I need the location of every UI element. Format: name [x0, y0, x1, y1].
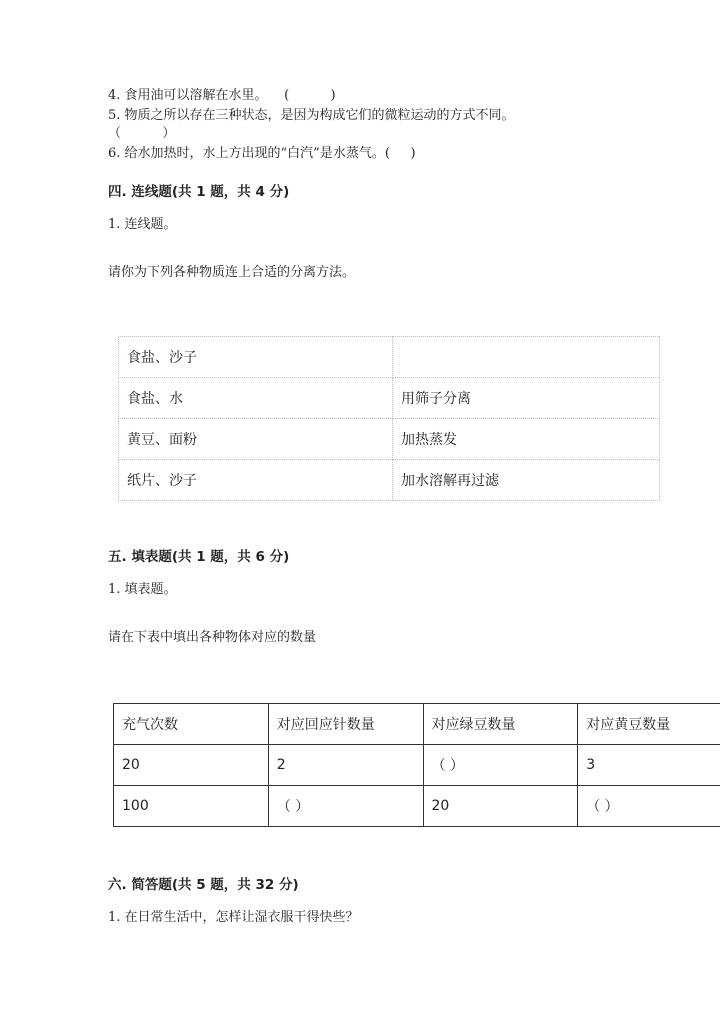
table-cell: 纸片、沙子: [119, 460, 393, 501]
table-cell: 黄豆、面粉: [119, 419, 393, 460]
table-cell: 加水溶解再过滤: [393, 460, 660, 501]
question-4: 4. 食用油可以溶解在水里。 ( ): [108, 88, 336, 103]
question-6: 6. 给水加热时，水上方出现的“白汽”是水蒸气。( ): [108, 146, 416, 161]
table-row: [119, 419, 660, 460]
table-header-cell: 充气次数: [114, 704, 269, 745]
section-6-heading: 六. 简答题(共 5 题，共 32 分): [108, 877, 299, 893]
table-row: [114, 786, 720, 827]
table-header-row: [114, 704, 720, 745]
fill-in-table: [113, 703, 720, 827]
table-cell: 20: [114, 745, 269, 786]
table-cell: [393, 337, 660, 378]
table-cell: 用筛子分离: [393, 378, 660, 419]
section-5-question: 1. 填表题。: [108, 582, 177, 597]
table-cell: 加热蒸发: [393, 419, 660, 460]
answer-blank: （ ）: [268, 786, 423, 827]
question-5-blank: （ ）: [108, 126, 176, 141]
answer-blank: （ ）: [423, 745, 578, 786]
section-4-instruction: 请你为下列各种物质连上合适的分离方法。: [108, 265, 356, 280]
table-header-cell: 对应黄豆数量: [578, 704, 720, 745]
section-4-question: 1. 连线题。: [108, 217, 177, 232]
table-row: [119, 378, 660, 419]
table-cell: 20: [423, 786, 578, 827]
matching-table: [118, 336, 660, 501]
answer-blank: （ ）: [578, 786, 720, 827]
table-header-cell: 对应回应针数量: [268, 704, 423, 745]
table-cell: 2: [268, 745, 423, 786]
section-4-heading: 四. 连线题(共 1 题，共 4 分): [108, 184, 290, 200]
table-cell: 食盐、沙子: [119, 337, 393, 378]
table-header-cell: 对应绿豆数量: [423, 704, 578, 745]
table-cell: 100: [114, 786, 269, 827]
table-cell: 3: [578, 745, 720, 786]
table-row: [114, 745, 720, 786]
section-5-heading: 五. 填表题(共 1 题，共 6 分): [108, 549, 290, 565]
table-row: [119, 460, 660, 501]
section-6-question: 1. 在日常生活中，怎样让湿衣服干得快些？: [108, 910, 359, 925]
table-row: [119, 337, 660, 378]
table-cell: 食盐、水: [119, 378, 393, 419]
question-5: 5. 物质之所以存在三种状态，是因为构成它们的微粒运动的方式不同。: [108, 108, 515, 123]
section-5-instruction: 请在下表中填出各种物体对应的数量: [108, 630, 317, 645]
